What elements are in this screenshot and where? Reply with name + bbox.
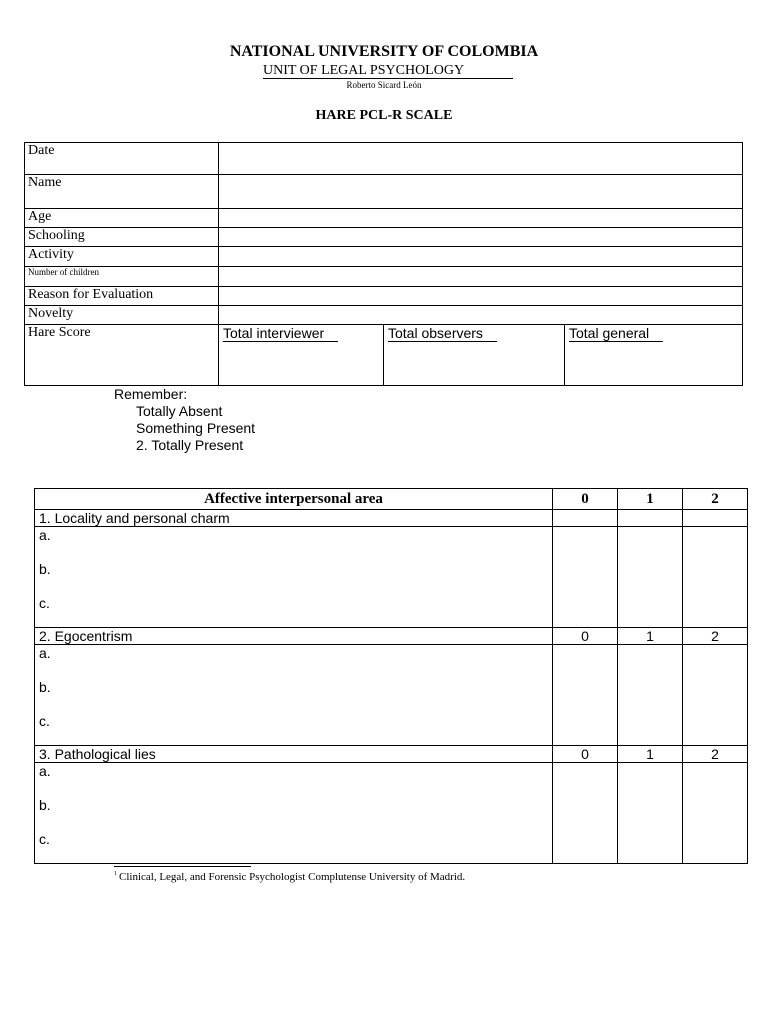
form-row-name xyxy=(25,175,743,209)
remember-item-present: 2. Totally Present xyxy=(136,437,244,453)
item-1-sub-c: c. xyxy=(39,595,50,611)
item-1-subs[interactable] xyxy=(35,527,553,628)
novelty-label: Novelty xyxy=(25,306,219,325)
item-3-sub-a: a. xyxy=(39,763,51,779)
item-2-score-2[interactable]: 2 xyxy=(683,628,748,645)
item-3-score-cell-2[interactable] xyxy=(683,763,748,864)
form-row-schooling xyxy=(25,228,743,247)
total-interviewer-field[interactable] xyxy=(219,325,384,386)
total-general-label: Total general xyxy=(569,325,663,342)
item-3-score-cell-0[interactable] xyxy=(553,763,618,864)
form-row-reason xyxy=(25,287,743,306)
form-row-novelty xyxy=(25,306,743,325)
schooling-field[interactable] xyxy=(219,228,743,247)
form-row-activity xyxy=(25,247,743,267)
age-label: Age xyxy=(25,209,219,228)
item-2-sub-b: b. xyxy=(39,679,51,695)
activity-label: Activity xyxy=(25,247,219,267)
item-2-score-cell-2[interactable] xyxy=(683,645,748,746)
area-title: Affective interpersonal area xyxy=(35,489,553,510)
form-row-age xyxy=(25,209,743,228)
item-3-sub-c: c. xyxy=(39,831,50,847)
age-field[interactable] xyxy=(219,209,743,228)
item-2-sub-c: c. xyxy=(39,713,50,729)
item-row-3 xyxy=(35,746,748,763)
item-subs-row-1 xyxy=(35,527,748,628)
total-general-field[interactable] xyxy=(565,325,743,386)
remember-heading: Remember: xyxy=(114,386,188,402)
university-title: NATIONAL UNIVERSITY OF COLOMBIA xyxy=(229,43,539,60)
item-1-score-0[interactable] xyxy=(553,510,618,527)
activity-field[interactable] xyxy=(219,247,743,267)
item-1-score-1[interactable] xyxy=(618,510,683,527)
affective-area-table xyxy=(34,488,748,864)
footnote-rule xyxy=(114,866,251,867)
col-header-0: 0 xyxy=(553,489,618,510)
total-observers-label: Total observers xyxy=(388,325,497,342)
item-3-score-0[interactable]: 0 xyxy=(553,746,618,763)
footnote xyxy=(114,871,465,883)
area-header-row xyxy=(35,489,748,510)
name-field[interactable] xyxy=(219,175,743,209)
date-field[interactable] xyxy=(219,143,743,175)
item-3-score-2[interactable]: 2 xyxy=(683,746,748,763)
novelty-field[interactable] xyxy=(219,306,743,325)
item-2-score-cell-0[interactable] xyxy=(553,645,618,746)
date-label: Date xyxy=(25,143,219,175)
total-interviewer-label: Total interviewer xyxy=(223,325,338,342)
item-2-score-cell-1[interactable] xyxy=(618,645,683,746)
remember-item-absent: Totally Absent xyxy=(136,403,223,419)
children-label: Number of children xyxy=(25,267,219,287)
item-3-sub-b: b. xyxy=(39,797,51,813)
total-observers-field[interactable] xyxy=(384,325,565,386)
col-header-2: 2 xyxy=(683,489,748,510)
item-title-2: 2. Egocentrism xyxy=(35,628,553,645)
item-row-1 xyxy=(35,510,748,527)
form-row-hare-score xyxy=(25,325,743,386)
item-subs-row-2 xyxy=(35,645,748,746)
item-1-score-cell-1[interactable] xyxy=(618,527,683,628)
unit-subtitle xyxy=(263,63,513,79)
item-1-score-2[interactable] xyxy=(683,510,748,527)
children-field[interactable] xyxy=(219,267,743,287)
col-header-1: 1 xyxy=(618,489,683,510)
remember-item-something: Something Present xyxy=(136,420,256,436)
item-2-subs[interactable] xyxy=(35,645,553,746)
item-title-1: 1. Locality and personal charm xyxy=(35,510,553,527)
item-subs-row-3 xyxy=(35,763,748,864)
name-label: Name xyxy=(25,175,219,209)
item-1-score-cell-0[interactable] xyxy=(553,527,618,628)
schooling-label: Schooling xyxy=(25,228,219,247)
item-row-2 xyxy=(35,628,748,645)
hare-score-label: Hare Score xyxy=(25,325,219,386)
item-2-score-1[interactable]: 1 xyxy=(618,628,683,645)
item-title-3: 3. Pathological lies xyxy=(35,746,553,763)
form-row-date xyxy=(25,143,743,175)
info-form-table xyxy=(24,142,743,386)
reason-field[interactable] xyxy=(219,287,743,306)
unit-label: UNIT OF LEGAL PSYCHOLOGY xyxy=(263,63,465,78)
item-3-subs[interactable] xyxy=(35,763,553,864)
item-2-score-0[interactable]: 0 xyxy=(553,628,618,645)
item-2-sub-a: a. xyxy=(39,645,51,661)
scale-title: HARE PCL-R SCALE xyxy=(315,108,453,123)
item-1-sub-a: a. xyxy=(39,527,51,543)
footnote-text: Clinical, Legal, and Forensic Psychologist Complutense University of Madrid. xyxy=(119,871,466,883)
item-3-score-cell-1[interactable] xyxy=(618,763,683,864)
item-3-score-1[interactable]: 1 xyxy=(618,746,683,763)
item-1-sub-b: b. xyxy=(39,561,51,577)
reason-label: Reason for Evaluation xyxy=(25,287,219,306)
item-1-score-cell-2[interactable] xyxy=(683,527,748,628)
form-row-children xyxy=(25,267,743,287)
remember-legend xyxy=(114,386,255,454)
author-name: Roberto Sicard León xyxy=(346,80,422,90)
footnote-marker: 1 xyxy=(114,871,117,877)
